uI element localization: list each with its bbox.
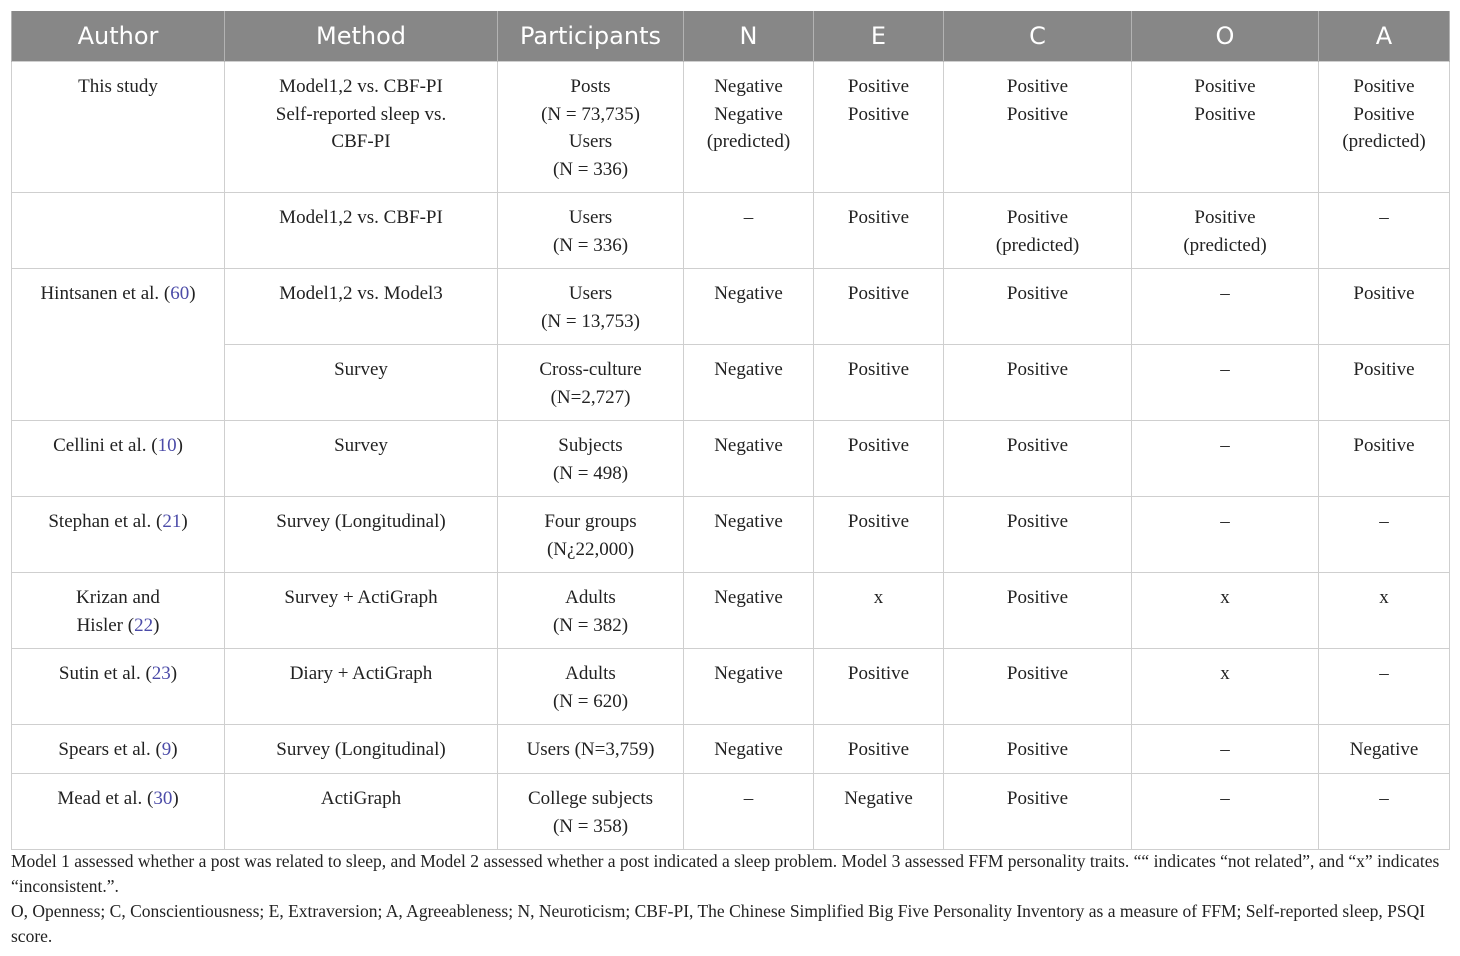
n-cell: Negative Negative (predicted) [684,62,814,193]
a-cell: x [1319,573,1450,649]
n-cell: – [684,193,814,269]
table-row [12,193,1450,269]
participants-cell: Users (N = 13,753) [498,269,684,345]
table-row [12,573,1450,649]
author-cell: Krizan and Hisler (22) [12,573,225,649]
e-cell: x [814,573,944,649]
author-cell: This study [12,62,225,193]
a-cell: – [1319,774,1450,850]
method-cell: Model1,2 vs. CBF-PI Self-reported sleep vs. CBF-PI [225,62,498,193]
author-cell: Spears et al. (9) [12,725,225,774]
o-cell: – [1132,269,1319,345]
o-cell: x [1132,649,1319,725]
c-cell: Positive [944,725,1132,774]
o-cell: – [1132,725,1319,774]
a-cell: Positive [1319,269,1450,345]
o-cell: – [1132,345,1319,421]
c-cell: Positive Positive [944,62,1132,193]
method-cell: ActiGraph [225,774,498,850]
table-row [12,774,1450,850]
table-row [12,345,1450,421]
o-cell: x [1132,573,1319,649]
header-participants: Participants [498,11,684,62]
n-cell: Negative [684,269,814,345]
c-cell: Positive [944,269,1132,345]
table-row [12,497,1450,573]
header-n: N [684,11,814,62]
method-cell: Model1,2 vs. Model3 [225,269,498,345]
method-cell: Survey (Longitudinal) [225,725,498,774]
o-cell: – [1132,497,1319,573]
a-cell: – [1319,649,1450,725]
comparison-table-container [11,11,1449,850]
o-cell: – [1132,421,1319,497]
footnote-line-2: O, Openness; C, Conscientiousness; E, Extraversion; A, Agreeableness; N, Neuroticism; CBF-PI, The Chinese Simplified Big Five Personality Inventory as a measure of FFM; Self-reported sleep, PSQI score. [11,901,1426,946]
method-cell: Survey + ActiGraph [225,573,498,649]
n-cell: – [684,774,814,850]
reference-link[interactable]: 10 [157,435,177,456]
reference-link[interactable]: 23 [151,663,171,684]
table-row [12,421,1450,497]
table-footnote [11,849,1451,949]
table-row [12,269,1450,345]
e-cell: Negative [814,774,944,850]
reference-link[interactable]: 30 [153,788,173,809]
n-cell: Negative [684,725,814,774]
n-cell: Negative [684,497,814,573]
a-cell: – [1319,193,1450,269]
author-cell [12,193,225,269]
o-cell: – [1132,774,1319,850]
participants-cell: Adults (N = 382) [498,573,684,649]
c-cell: Positive [944,345,1132,421]
author-cell: Stephan et al. (21) [12,497,225,573]
n-cell: Negative [684,573,814,649]
o-cell: Positive (predicted) [1132,193,1319,269]
e-cell: Positive [814,649,944,725]
c-cell: Positive (predicted) [944,193,1132,269]
e-cell: Positive [814,497,944,573]
e-cell: Positive [814,421,944,497]
participants-cell: Subjects (N = 498) [498,421,684,497]
c-cell: Positive [944,497,1132,573]
participants-cell: Users (N=3,759) [498,725,684,774]
comparison-table [11,11,1450,850]
table-row [12,62,1450,193]
method-cell: Survey [225,421,498,497]
header-method: Method [225,11,498,62]
a-cell: Positive [1319,421,1450,497]
header-e: E [814,11,944,62]
participants-cell: Posts (N = 73,735) Users (N = 336) [498,62,684,193]
o-cell: Positive Positive [1132,62,1319,193]
n-cell: Negative [684,421,814,497]
reference-link[interactable]: 22 [134,614,154,636]
e-cell: Positive Positive [814,62,944,193]
a-cell: Negative [1319,725,1450,774]
participants-cell: Adults (N = 620) [498,649,684,725]
table-row [12,725,1450,774]
header-c: C [944,11,1132,62]
c-cell: Positive [944,573,1132,649]
header-a: A [1319,11,1450,62]
footnote-line-1: Model 1 assessed whether a post was related to sleep, and Model 2 assessed whether a post indicated a sleep problem. Model 3 assessed FFM personality traits. ““ indicates “not related”, and “x” indicates “inconsistent.”. [11,851,1440,896]
a-cell: Positive [1319,345,1450,421]
c-cell: Positive [944,421,1132,497]
author-cell: Mead et al. (30) [12,774,225,850]
a-cell: – [1319,497,1450,573]
header-o: O [1132,11,1319,62]
method-cell: Survey (Longitudinal) [225,497,498,573]
e-cell: Positive [814,345,944,421]
c-cell: Positive [944,774,1132,850]
author-cell: Sutin et al. (23) [12,649,225,725]
reference-link[interactable]: 21 [162,511,182,532]
author-cell: Hintsanen et al. (60) [12,269,225,421]
method-cell: Diary + ActiGraph [225,649,498,725]
table-row [12,649,1450,725]
method-cell: Model1,2 vs. CBF-PI [225,193,498,269]
header-author: Author [12,11,225,62]
a-cell: Positive Positive (predicted) [1319,62,1450,193]
e-cell: Positive [814,725,944,774]
participants-cell: Cross-culture (N=2,727) [498,345,684,421]
n-cell: Negative [684,345,814,421]
participants-cell: Four groups (N¿22,000) [498,497,684,573]
author-cell: Cellini et al. (10) [12,421,225,497]
header-row [12,11,1450,62]
c-cell: Positive [944,649,1132,725]
method-cell: Survey [225,345,498,421]
n-cell: Negative [684,649,814,725]
participants-cell: Users (N = 336) [498,193,684,269]
reference-link[interactable]: 60 [170,283,190,304]
reference-link[interactable]: 9 [161,739,172,760]
participants-cell: College subjects (N = 358) [498,774,684,850]
e-cell: Positive [814,269,944,345]
e-cell: Positive [814,193,944,269]
